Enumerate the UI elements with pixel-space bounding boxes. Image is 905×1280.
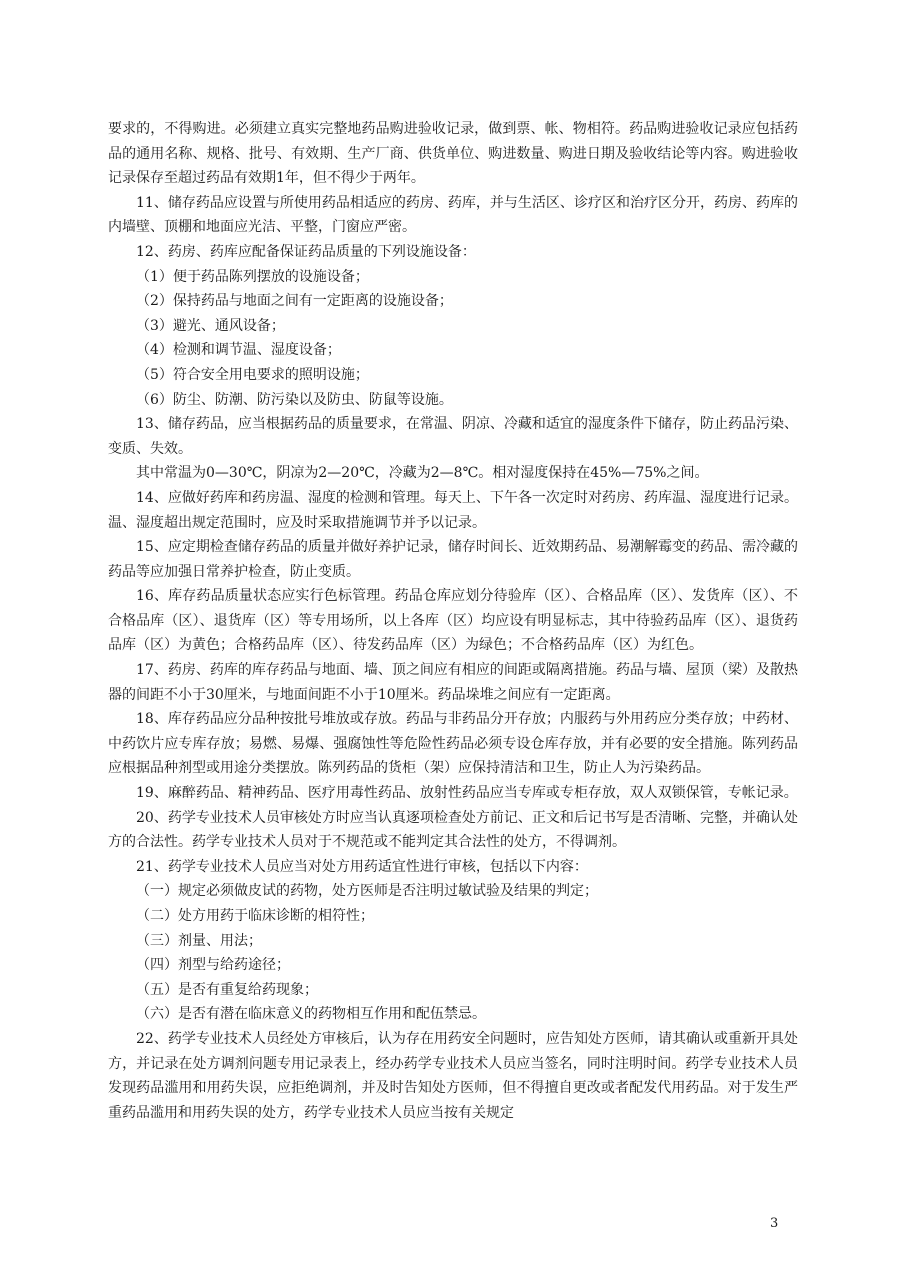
paragraph: 17、药房、药库的库存药品与地面、墙、顶之间应有相应的间距或隔离措施。药品与墙、屋顶（梁）及散热器的间距不小于30厘米，与地面间距不小于10厘米。药品垛堆之间应有一定距离。 — [108, 662, 798, 703]
paragraph: （5）符合安全用电要求的照明设施； — [136, 366, 369, 383]
paragraph: （五）是否有重复给药现象； — [136, 981, 318, 998]
paragraph: 13、储存药品，应当根据药品的质量要求，在常温、阴凉、冷藏和适宜的湿度条件下储存，防止药品污染、变质、失效。 — [108, 416, 798, 457]
paragraph: 要求的，不得购进。必须建立真实完整地药品购进验收记录，做到票、帐、物相符。药品购进验收记录应包括药品的通用名称、规格、批号、有效期、生产厂商、供货单位、购进数量、购进日期及验收结论等内容。购进验收记录保存至超过药品有效期1年，但不得少于两年。 — [108, 121, 798, 187]
paragraph: 20、药学专业技术人员审核处方时应当认真逐项检查处方前记、正文和后记书写是否清晰、完整，并确认处方的合法性。药学专业技术人员对于不规范或不能判定其合法性的处方，不得调剂。 — [108, 809, 798, 851]
paragraph: 其中常温为0—30℃，阴凉为2—20℃，冷藏为2—8℃。相对湿度保持在45%—75%之间。 — [136, 465, 709, 482]
paragraph: 11、储存药品应设置与所使用药品相适应的药房、药库，并与生活区、诊疗区和治疗区分开，药房、药库的内墙壁、顶棚和地面应光洁、平整，门窗应严密。 — [108, 194, 798, 236]
paragraph: 22、药学专业技术人员经处方审核后，认为存在用药安全问题时，应告知处方医师，请其确认或重新开具处方，并记录在处方调剂问题专用记录表上，经办药学专业技术人员应当签名，同时注明时间。药学专业技术人员发现药品滥用和用药失误，应拒绝调剂，并及时告知处方医师，但不得擅自更改或者配发代用药品。对于发生严重药品滥用和用药失误的处方，药学专业技术人员应当按有关规定 — [108, 1030, 798, 1121]
paragraph: 15、应定期检查储存药品的质量并做好养护记录，储存时间长、近效期药品、易潮解霉变的药品、需冷藏的药品等应加强日常养护检查，防止变质。 — [108, 539, 798, 580]
paragraph: 19、麻醉药品、精神药品、医疗用毒性药品、放射性药品应当专库或专柜存放，双人双锁保管，专帐记录。 — [136, 785, 798, 802]
paragraph: （3）避光、通风设备； — [136, 317, 285, 334]
paragraph: （2）保持药品与地面之间有一定距离的设施设备； — [136, 293, 453, 310]
paragraph: 16、库存药品质量状态应实行色标管理。药品仓库应划分待验库（区）、合格品库（区）、发货库（区）、不合格品库（区）、退货库（区）等专用场所，以上各库（区）均应设有明显标志，其中待验药品库（区）、退货药品库（区）为黄色；合格药品库（区）、待发药品库（区）为绿色；不合格药品库（区）为红色。 — [108, 588, 798, 654]
paragraph: （6）防尘、防潮、防污染以及防虫、防鼠等设施。 — [136, 391, 453, 408]
paragraph: （一）规定必须做皮试的药物，处方医师是否注明过敏试验及结果的判定； — [136, 883, 598, 900]
page-number: 3 — [770, 1216, 779, 1231]
paragraph: 12、药房、药库应配备保证药品质量的下列设施设备： — [136, 243, 476, 260]
paragraph: （1）便于药品陈列摆放的设施设备； — [136, 268, 369, 285]
paragraph: （四）剂型与给药途径； — [136, 957, 290, 974]
paragraph: 18、库存药品应分品种按批号堆放或存放。药品与非药品分开存放；内服药与外用药应分类存放；中药材、中药饮片应专库存放；易燃、易爆、强腐蚀性等危险性药品必须专设仓库存放，并有必要的安全措施。陈列药品应根据品种剂型或用途分类摆放。陈列药品的货柜（架）应保持清洁和卫生，防止人为污染药品。 — [108, 711, 798, 777]
document-body — [108, 117, 798, 1125]
paragraph: （三）剂量、用法； — [136, 932, 262, 949]
paragraph: 21、药学专业技术人员应当对处方用药适宜性进行审核，包括以下内容： — [136, 858, 588, 875]
paragraph: （六）是否有潜在临床意义的药物相互作用和配伍禁忌。 — [136, 1006, 486, 1023]
paragraph: 14、应做好药库和药房温、湿度的检测和管理。每天上、下午各一次定时对药房、药库温、湿度进行记录。温、湿度超出规定范围时，应及时采取措施调节并予以记录。 — [108, 489, 798, 531]
paragraph: （二）处方用药于临床诊断的相符性； — [136, 908, 374, 924]
paragraph: （4）检测和调节温、湿度设备； — [136, 342, 341, 359]
